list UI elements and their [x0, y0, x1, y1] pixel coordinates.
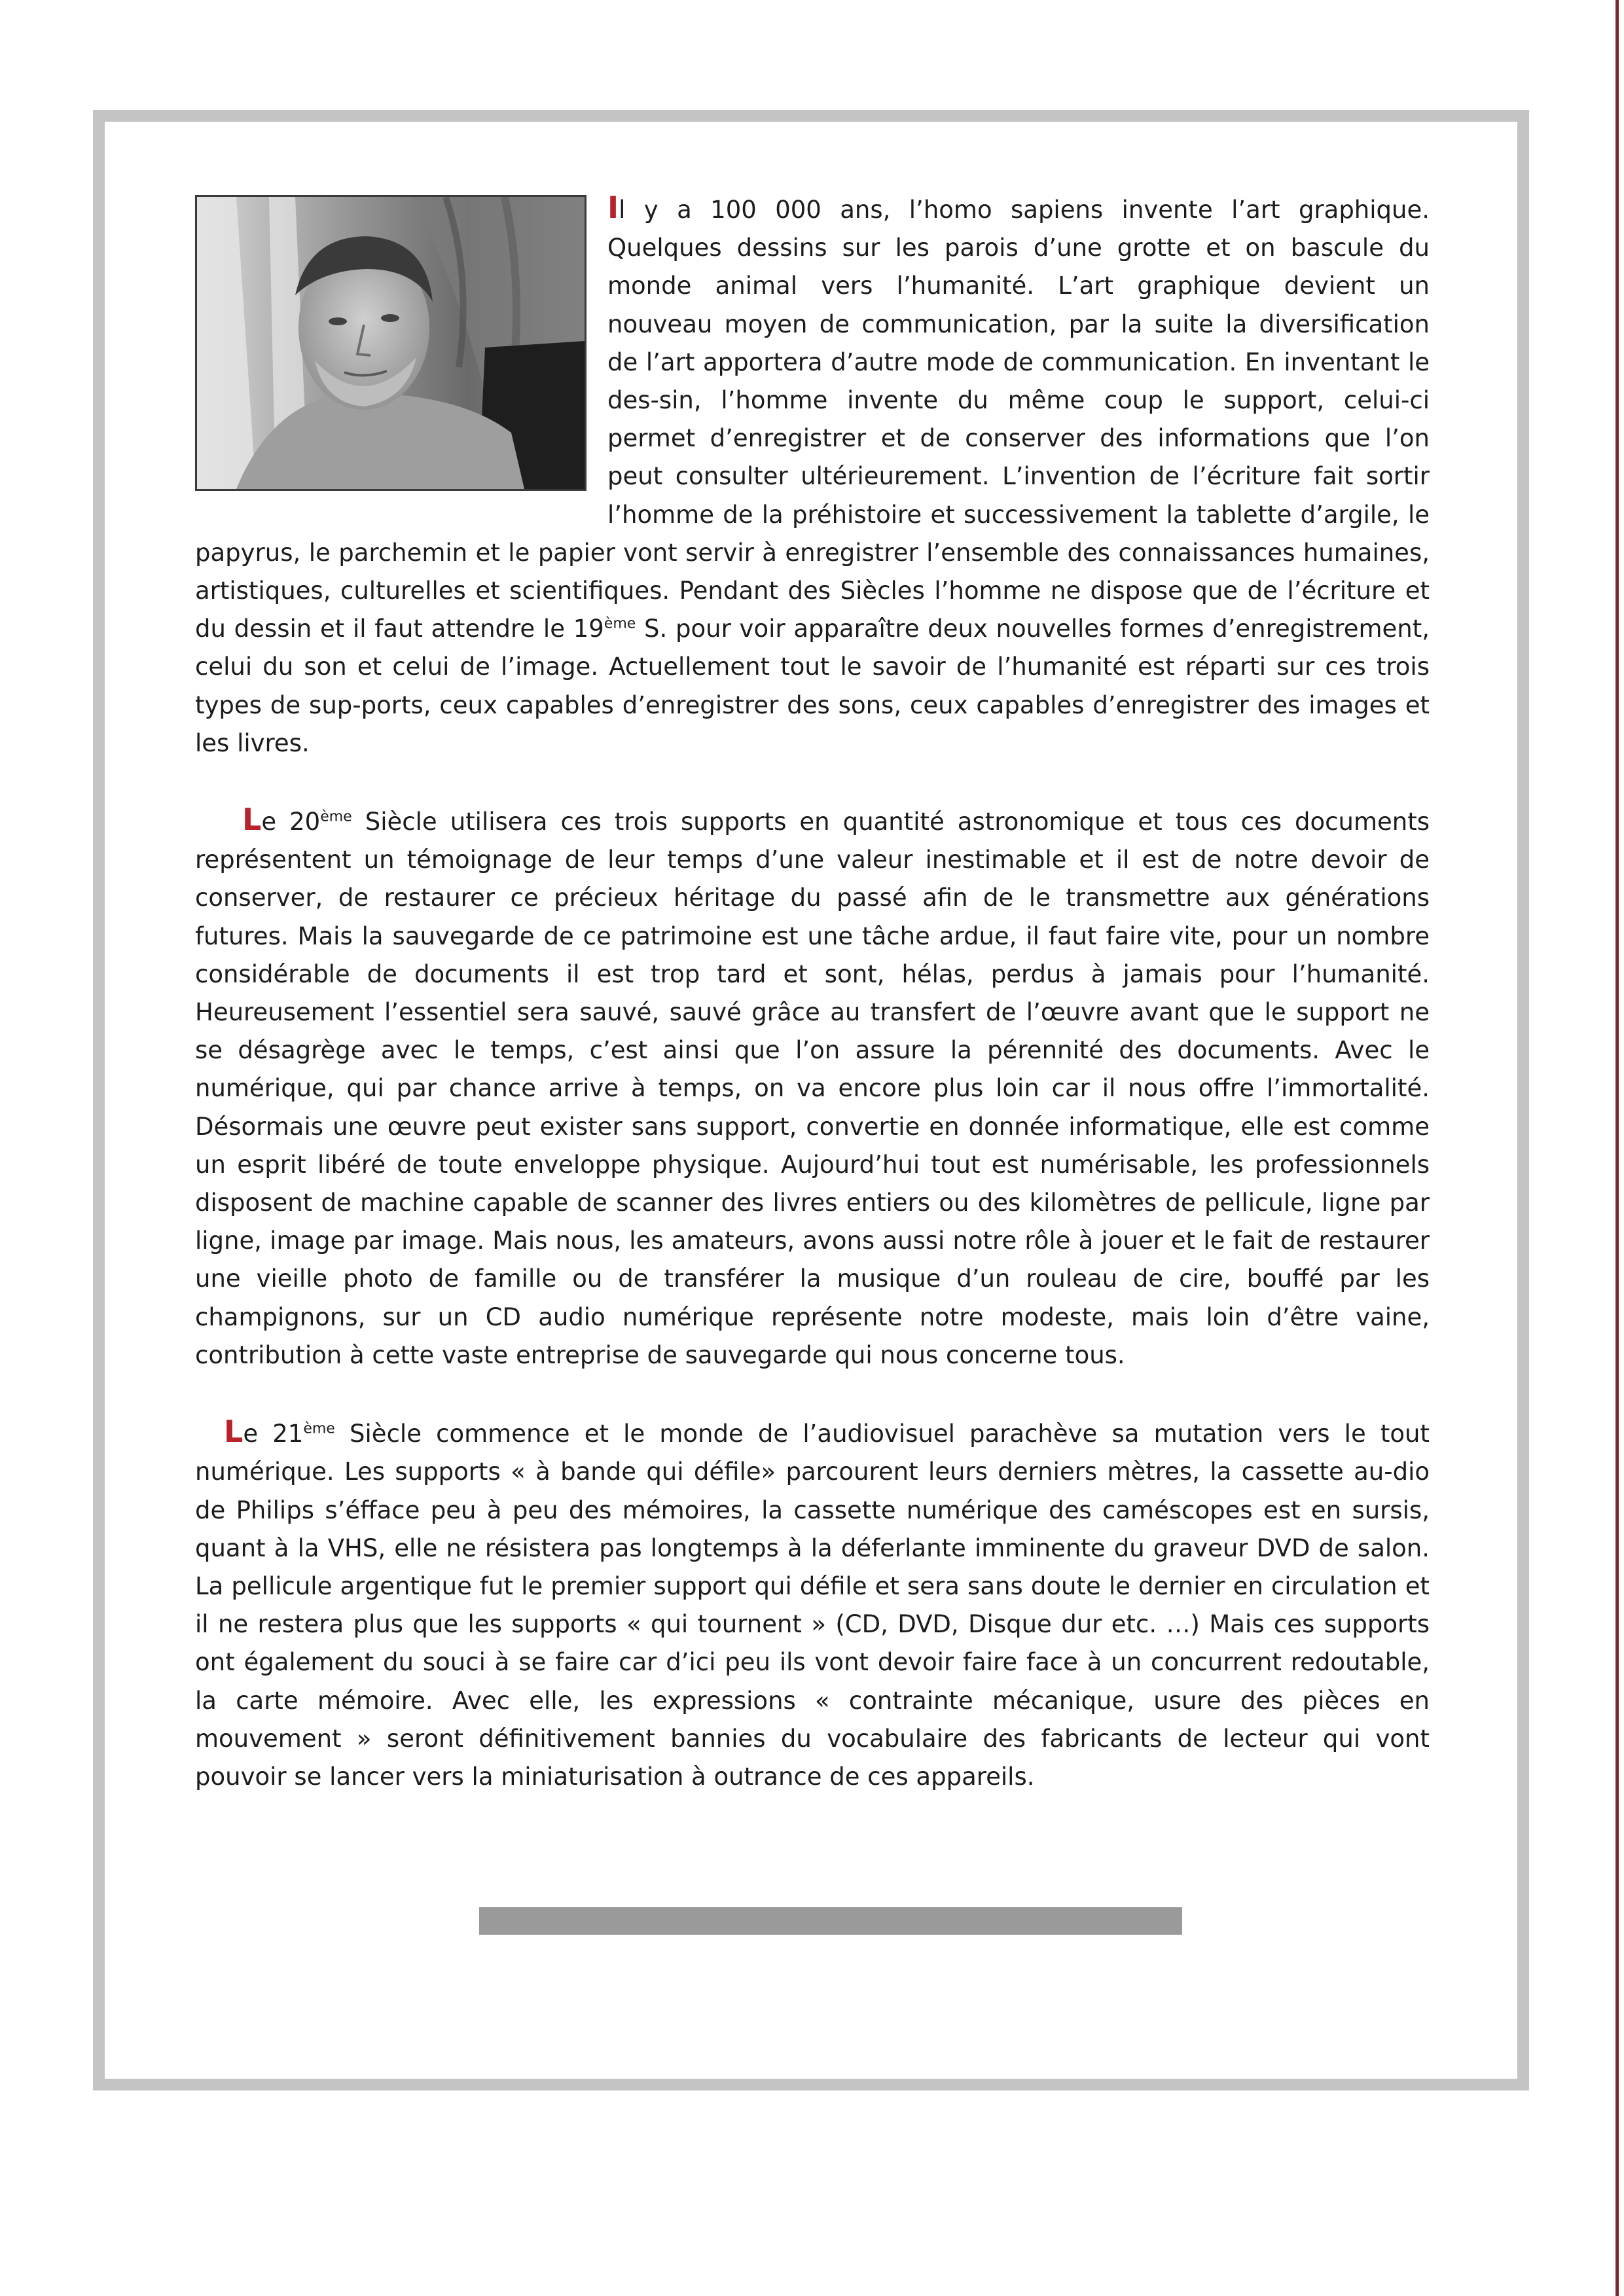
paragraph-3-text-after: Siècle commence et le monde de l’audiovisuel parachève sa mutation vers le tout numérique. Les supports « à bande qui défile» parcourent leurs derniers mètres, la cassette au-dio de Philips s’éfface peu à peu des mémoires, la cassette numérique des caméscopes est en sursis, quant à la VHS, elle ne résistera pas longtemps à la déferlante imminente du graveur DVD de salon. La pellicule argentique fut le premier support qui défile et sera sans doute le dernier en circulation et il ne restera plus que les supports « qui tournent » (CD, DVD, Disque dur etc. …) Mais ces supports ont également du souci à se faire car d’ici peu ils vont devoir faire face à un concurrent redoutable, la carte mémoire. Avec elle, les expressions « contrainte mécanique, usure des pièces en mouvement » seront définitivement bannies du vocabulaire des fabricants de lecteur qui vont pouvoir se lancer vers la miniaturisation à outrance de ces appareils.: [195, 1420, 1430, 1791]
paragraph-1-text-after: S. pour voir apparaître deux nouvelles formes d’enregistrement, celui du son et celui de l’image. Actuellement tout le savoir de l’humanité est réparti sur ces trois types de sup-ports, ceux capables d’enregistrer des sons, ceux capables d’enregistrer des images et les livres.: [195, 615, 1430, 757]
paragraph-2: [195, 800, 1430, 1374]
paragraph-2-text-after: Siècle utilisera ces trois supports en quantité astronomique et tous ces documents représentent un témoignage de leur temps d’une valeur inestimable et il est de notre devoir de conserver, de restaurer ce précieux héritage du passé afin de le transmettre aux générations futures. Mais la sauvegarde de ce patrimoine est une tâche ardue, il faut faire vite, pour un nombre considérable de documents il est trop tard et sont, hélas, perdus à jamais pour l’humanité. Heureusement l’essentiel sera sauvé, sauvé grâce au transfert de l’œuvre avant que le support ne se désagrège avec le temps, c’est ainsi que l’on assure la pérennité des documents. Avec le numérique, qui par chance arrive à temps, on va encore plus loin car il nous offre l’immortalité. Désormais une œuvre peut exister sans support, convertie en donnée informatique, elle est comme un esprit libéré de toute enveloppe physique. Aujourd’hui tout est numérisable, les professionnels disposent de machine capable de scanner des livres entiers ou des kilomètres de pellicule, ligne par ligne, image par image. Mais nous, les amateurs, avons aussi notre rôle à jouer et le fait de restaurer une vieille photo de famille ou de transférer la musique d’un rouleau de cire, bouffé par les champignons, sur un CD audio numérique représente notre modeste, mais loin d’être vaine, contribution à cette vaste entreprise de sauvegarde qui nous concerne tous.: [195, 808, 1430, 1369]
superscript-3: ème: [303, 1420, 335, 1437]
dropcap-1: I: [607, 190, 619, 225]
paragraph-3: [195, 1412, 1430, 1796]
paragraph-3-text: e 21: [243, 1420, 304, 1448]
portrait-photo: [195, 195, 586, 491]
paragraph-2-text: e 20: [261, 808, 321, 836]
grey-divider-bar: [479, 1907, 1182, 1935]
page-edge-line: [1615, 0, 1619, 2296]
dropcap-3: L: [224, 1414, 244, 1450]
article-body: [195, 188, 1430, 1834]
superscript-1: ème: [604, 615, 636, 632]
superscript-2: ème: [320, 808, 352, 825]
paragraph-1-text: l y a 100 000 ans, l’homo sapiens invente l’art graphique. Quelques dessins sur les parois d’une grotte et on bascule du monde animal vers l’humanité. L’art graphique devient un nouveau moyen de communication, par la suite la diversification de l’art apportera d’autre mode de communication. En inventant le des-sin, l’homme invente du même coup le support, celui-ci permet d’enregistrer et de conserver des informations que l’on peut consulter ultérieurement. L’invention de l’écriture fait sortir l’homme de la préhistoire et successivement la tablette d’argile, le papyrus, le parchemin et le papier vont servir à enregistrer l’ensemble des connaissances humaines, artistiques, culturelles et scientifiques. Pendant des Siècles l’homme ne dispose que de l’écriture et du dessin et il faut attendre le 19: [195, 196, 1430, 643]
dropcap-2: L: [242, 802, 262, 838]
